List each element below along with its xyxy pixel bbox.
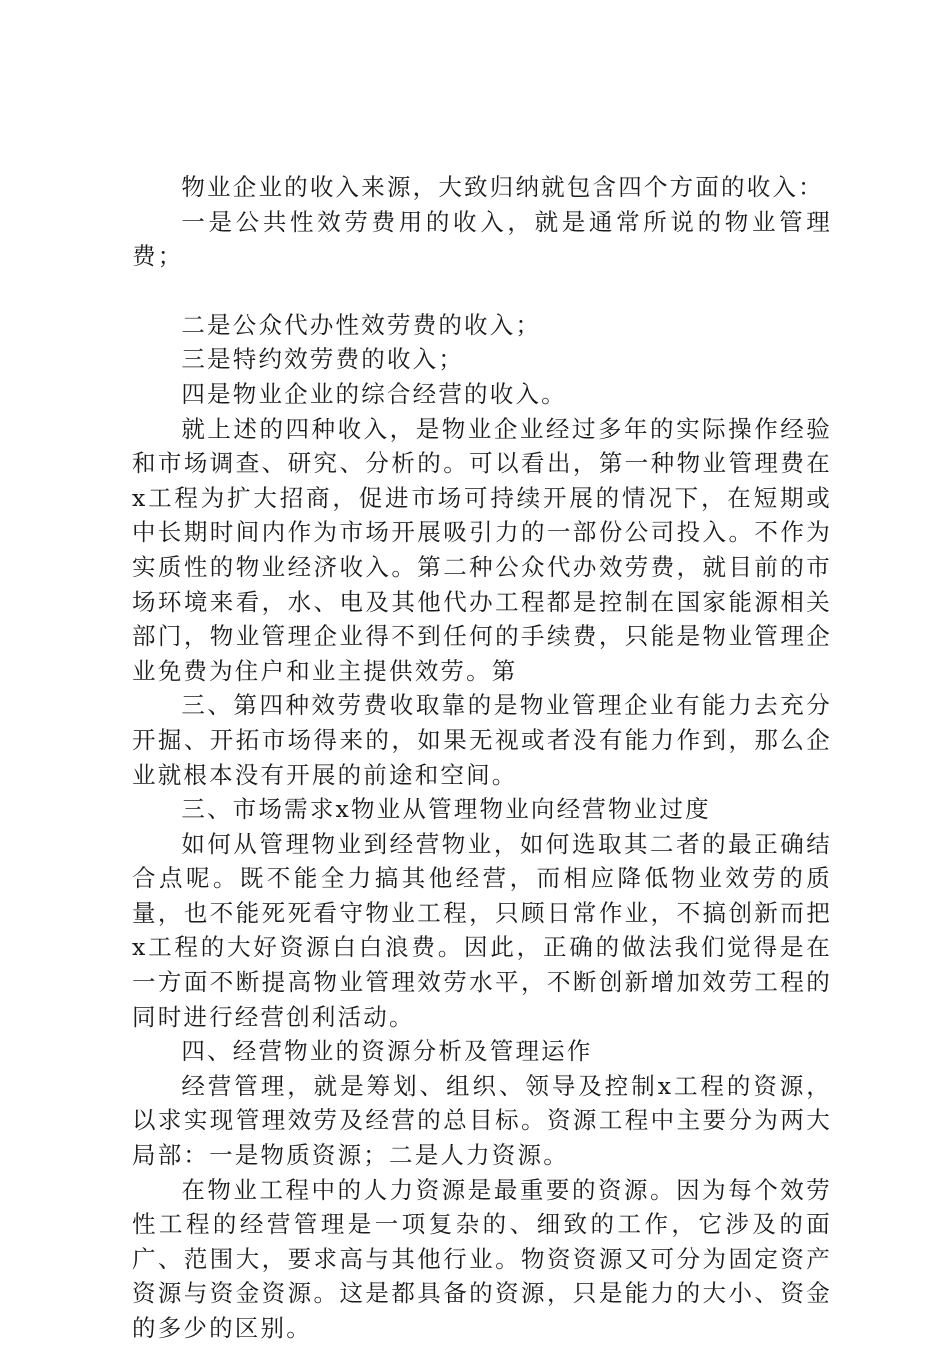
paragraph-management-to-operation: 如何从管理物业到经营物业，如何选取其二者的最正确结合点呢。既不能全力搞其他经营，而相应降低物业效劳的质量，也不能死死看守物业工程，只顾日常作业，不搞创新而把x工程的大好资源白白浪费。因此，正确的做法我们觉得是在一方面不断提高物业管理效劳水平，不断创新增加效劳工程的同时进行经营创利活动。: [132, 829, 832, 1031]
paragraph-income-one: 一是公共性效劳费用的收入，就是通常所说的物业管理费；: [132, 207, 832, 271]
document-body: [132, 170, 832, 1346]
paragraph-income-four: 四是物业企业的综合经营的收入。: [181, 379, 567, 408]
paragraph-income-three: 三是特约效劳费的收入；: [181, 345, 465, 374]
paragraph-income-two: 二是公众代办性效劳费的收入；: [181, 310, 542, 339]
paragraph-analysis: 就上述的四种收入，是物业企业经过多年的实际操作经验和市场调查、研究、分析的。可以看出，第一种物业管理费在x工程为扩大招商，促进市场可持续开展的情况下，在短期或中长期时间内作为市场开展吸引力的一部份公司投入。不作为实质性的物业经济收入。第二种公众代办效劳费，就目前的市场环境来看，水、电及其他代办工程都是控制在国家能源相关部门，物业管理企业得不到任何的手续费，只能是物业管理企业免费为住户和业主提供效劳。第: [132, 414, 832, 685]
blank-line: [132, 274, 832, 308]
paragraph-human-resources: 在物业工程中的人力资源是最重要的资源。因为每个效劳性工程的经营管理是一项复杂的、细致的工作，它涉及的面广、范围大，要求高与其他行业。物资资源又可分为固定资产资源与资金资源。这是都具备的资源，只是能力的大小、资金的多少的区别。: [132, 1175, 832, 1342]
section-heading-market-demand: 三、市场需求x物业从管理物业向经营物业过度: [181, 795, 711, 824]
paragraph-service-fees: 三、第四种效劳费收取靠的是物业管理企业有能力去充分开掘、开拓市场得来的，如果无视或者没有能力作到，那么企业就根本没有开展的前途和空间。: [132, 691, 832, 789]
section-heading-resource-analysis: 四、经营物业的资源分析及管理运作: [181, 1037, 593, 1066]
paragraph-income-sources: 物业企业的收入来源，大致归纳就包含四个方面的收入：: [181, 173, 824, 201]
paragraph-operation-management: 经营管理，就是筹划、组织、领导及控制x工程的资源，以求实现管理效劳及经营的总目标。资源工程中主要分为两大局部：一是物质资源；二是人力资源。: [132, 1071, 832, 1170]
